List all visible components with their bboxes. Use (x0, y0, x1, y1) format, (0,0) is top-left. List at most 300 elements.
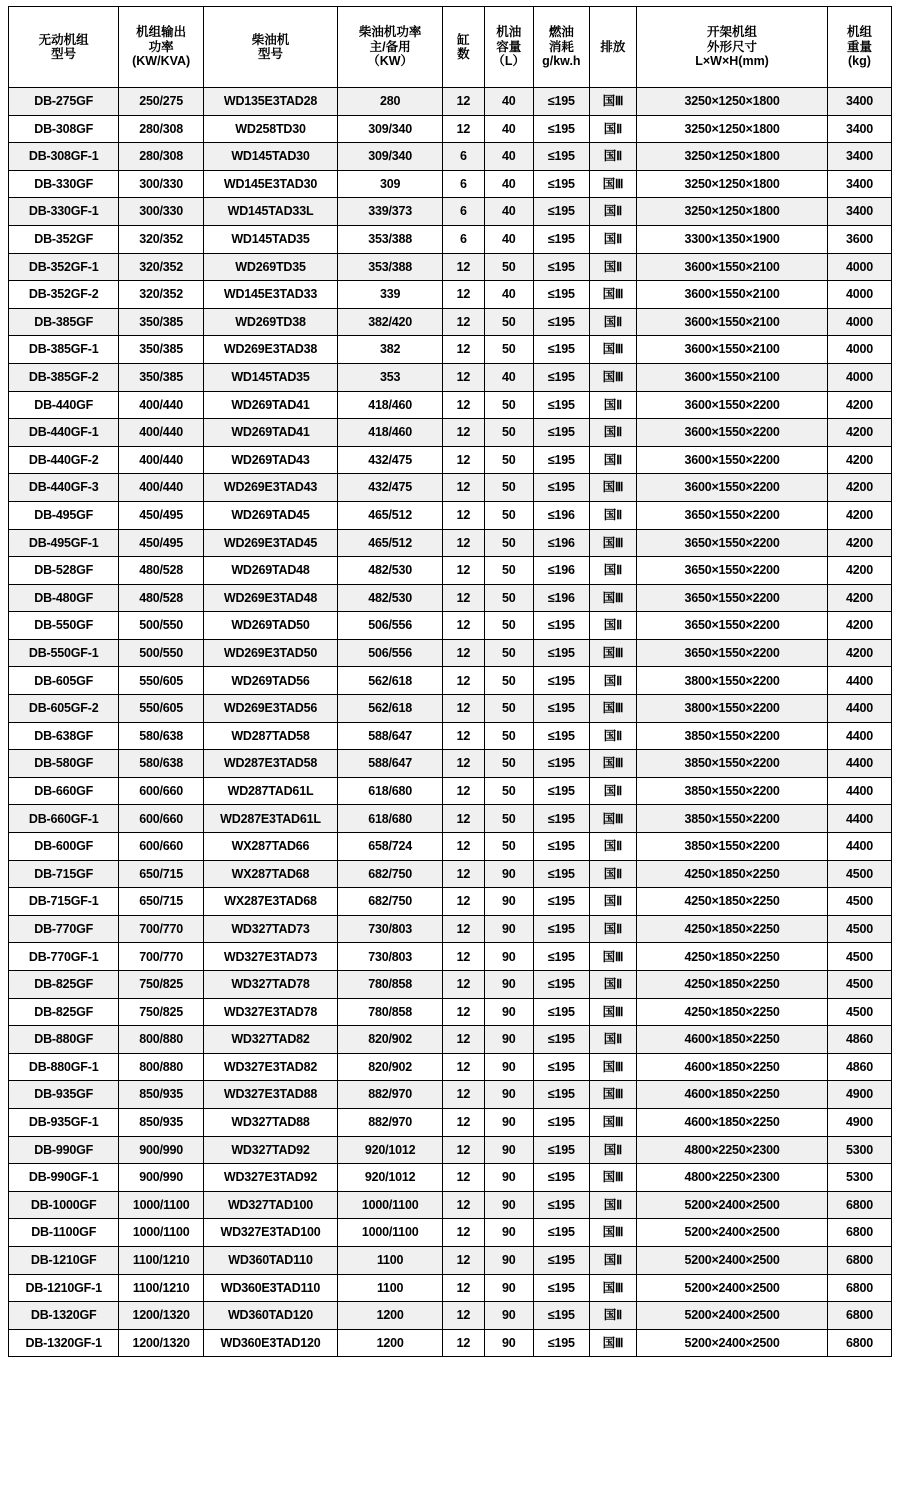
cell-r44-c6: ≤195 (534, 1302, 590, 1330)
cell-r2-c1: 280/308 (119, 143, 204, 171)
table-header (9, 7, 892, 88)
cell-r42-c0: DB-1210GF (9, 1246, 119, 1274)
cell-r41-c6: ≤195 (534, 1219, 590, 1247)
table-row (9, 308, 892, 336)
column-header-line: 功率 (148, 39, 174, 54)
cell-r11-c5: 50 (484, 391, 534, 419)
cell-r19-c4: 12 (443, 612, 484, 640)
cell-r41-c9: 6800 (827, 1219, 891, 1247)
cell-r22-c5: 50 (484, 695, 534, 723)
column-header-line: 无动机组 (38, 32, 89, 47)
table-row (9, 943, 892, 971)
cell-r28-c7: 国Ⅱ (589, 860, 636, 888)
cell-r23-c6: ≤195 (534, 722, 590, 750)
cell-r39-c4: 12 (443, 1164, 484, 1192)
table-row (9, 1164, 892, 1192)
cell-r33-c5: 90 (484, 998, 534, 1026)
cell-r32-c4: 12 (443, 971, 484, 999)
cell-r42-c2: WD360TAD110 (203, 1246, 337, 1274)
cell-r40-c3: 1000/1100 (338, 1191, 443, 1219)
cell-r33-c6: ≤195 (534, 998, 590, 1026)
table-row (9, 225, 892, 253)
cell-r14-c8: 3600×1550×2200 (637, 474, 828, 502)
cell-r34-c0: DB-880GF (9, 1026, 119, 1054)
cell-r19-c9: 4200 (827, 612, 891, 640)
cell-r44-c5: 90 (484, 1302, 534, 1330)
cell-r16-c5: 50 (484, 529, 534, 557)
cell-r4-c9: 3400 (827, 198, 891, 226)
cell-r44-c0: DB-1320GF (9, 1302, 119, 1330)
cell-r43-c0: DB-1210GF-1 (9, 1274, 119, 1302)
cell-r33-c9: 4500 (827, 998, 891, 1026)
cell-r37-c7: 国Ⅲ (589, 1108, 636, 1136)
cell-r40-c7: 国Ⅱ (589, 1191, 636, 1219)
cell-r18-c0: DB-480GF (9, 584, 119, 612)
cell-r5-c0: DB-352GF (9, 225, 119, 253)
cell-r32-c2: WD327TAD78 (203, 971, 337, 999)
cell-r8-c6: ≤195 (534, 308, 590, 336)
cell-r22-c7: 国Ⅲ (589, 695, 636, 723)
header-row (9, 7, 892, 88)
cell-r45-c2: WD360E3TAD120 (203, 1329, 337, 1357)
table-row (9, 88, 892, 116)
cell-r32-c0: DB-825GF (9, 971, 119, 999)
cell-r10-c4: 12 (443, 363, 484, 391)
cell-r6-c6: ≤195 (534, 253, 590, 281)
cell-r2-c9: 3400 (827, 143, 891, 171)
cell-r24-c4: 12 (443, 750, 484, 778)
cell-r38-c7: 国Ⅱ (589, 1136, 636, 1164)
cell-r37-c2: WD327TAD88 (203, 1108, 337, 1136)
cell-r38-c5: 90 (484, 1136, 534, 1164)
cell-r8-c3: 382/420 (338, 308, 443, 336)
cell-r28-c3: 682/750 (338, 860, 443, 888)
table-row (9, 584, 892, 612)
cell-r35-c4: 12 (443, 1053, 484, 1081)
table-row (9, 253, 892, 281)
cell-r35-c2: WD327E3TAD82 (203, 1053, 337, 1081)
cell-r1-c4: 12 (443, 115, 484, 143)
cell-r6-c1: 320/352 (119, 253, 204, 281)
cell-r41-c0: DB-1100GF (9, 1219, 119, 1247)
cell-r6-c8: 3600×1550×2100 (637, 253, 828, 281)
cell-r1-c3: 309/340 (338, 115, 443, 143)
cell-r11-c4: 12 (443, 391, 484, 419)
cell-r22-c3: 562/618 (338, 695, 443, 723)
cell-r36-c8: 4600×1850×2250 (637, 1081, 828, 1109)
cell-r0-c5: 40 (484, 88, 534, 116)
cell-r33-c3: 780/858 (338, 998, 443, 1026)
cell-r44-c1: 1200/1320 (119, 1302, 204, 1330)
cell-r35-c1: 800/880 (119, 1053, 204, 1081)
cell-r42-c7: 国Ⅱ (589, 1246, 636, 1274)
cell-r9-c2: WD269E3TAD38 (203, 336, 337, 364)
cell-r1-c6: ≤195 (534, 115, 590, 143)
column-header-4 (443, 7, 484, 88)
cell-r40-c2: WD327TAD100 (203, 1191, 337, 1219)
cell-r40-c9: 6800 (827, 1191, 891, 1219)
column-header-line: 缸 (457, 32, 470, 47)
cell-r30-c4: 12 (443, 915, 484, 943)
cell-r9-c9: 4000 (827, 336, 891, 364)
cell-r22-c8: 3800×1550×2200 (637, 695, 828, 723)
cell-r7-c4: 12 (443, 281, 484, 309)
cell-r26-c8: 3850×1550×2200 (637, 805, 828, 833)
cell-r15-c5: 50 (484, 501, 534, 529)
cell-r10-c1: 350/385 (119, 363, 204, 391)
cell-r1-c8: 3250×1250×1800 (637, 115, 828, 143)
column-header-line: 消耗 (548, 39, 574, 54)
cell-r1-c7: 国Ⅱ (589, 115, 636, 143)
cell-r11-c6: ≤195 (534, 391, 590, 419)
cell-r43-c5: 90 (484, 1274, 534, 1302)
cell-r31-c8: 4250×1850×2250 (637, 943, 828, 971)
cell-r31-c3: 730/803 (338, 943, 443, 971)
column-header-line: 柴油机 (251, 32, 290, 47)
cell-r7-c5: 40 (484, 281, 534, 309)
cell-r35-c7: 国Ⅲ (589, 1053, 636, 1081)
cell-r45-c4: 12 (443, 1329, 484, 1357)
cell-r10-c0: DB-385GF-2 (9, 363, 119, 391)
cell-r4-c6: ≤195 (534, 198, 590, 226)
column-header-7 (589, 7, 636, 88)
cell-r34-c4: 12 (443, 1026, 484, 1054)
cell-r30-c2: WD327TAD73 (203, 915, 337, 943)
cell-r5-c3: 353/388 (338, 225, 443, 253)
cell-r22-c1: 550/605 (119, 695, 204, 723)
cell-r42-c3: 1100 (338, 1246, 443, 1274)
cell-r3-c2: WD145E3TAD30 (203, 170, 337, 198)
column-header-0 (9, 7, 119, 88)
cell-r33-c4: 12 (443, 998, 484, 1026)
cell-r17-c5: 50 (484, 557, 534, 585)
cell-r3-c7: 国Ⅲ (589, 170, 636, 198)
column-header-2 (203, 7, 337, 88)
cell-r18-c6: ≤196 (534, 584, 590, 612)
cell-r27-c7: 国Ⅱ (589, 833, 636, 861)
cell-r7-c7: 国Ⅲ (589, 281, 636, 309)
cell-r15-c8: 3650×1550×2200 (637, 501, 828, 529)
cell-r24-c6: ≤195 (534, 750, 590, 778)
table-row (9, 805, 892, 833)
cell-r4-c2: WD145TAD33L (203, 198, 337, 226)
table-row (9, 336, 892, 364)
table-row (9, 281, 892, 309)
cell-r19-c7: 国Ⅱ (589, 612, 636, 640)
cell-r17-c1: 480/528 (119, 557, 204, 585)
cell-r38-c3: 920/1012 (338, 1136, 443, 1164)
cell-r22-c9: 4400 (827, 695, 891, 723)
cell-r21-c9: 4400 (827, 667, 891, 695)
cell-r38-c9: 5300 (827, 1136, 891, 1164)
cell-r12-c0: DB-440GF-1 (9, 419, 119, 447)
cell-r0-c0: DB-275GF (9, 88, 119, 116)
cell-r39-c0: DB-990GF-1 (9, 1164, 119, 1192)
cell-r12-c6: ≤195 (534, 419, 590, 447)
cell-r44-c7: 国Ⅱ (589, 1302, 636, 1330)
cell-r42-c6: ≤195 (534, 1246, 590, 1274)
cell-r5-c6: ≤195 (534, 225, 590, 253)
cell-r37-c1: 850/935 (119, 1108, 204, 1136)
cell-r18-c2: WD269E3TAD48 (203, 584, 337, 612)
cell-r25-c3: 618/680 (338, 777, 443, 805)
cell-r16-c8: 3650×1550×2200 (637, 529, 828, 557)
cell-r23-c1: 580/638 (119, 722, 204, 750)
cell-r36-c6: ≤195 (534, 1081, 590, 1109)
column-header-line: 型号 (257, 47, 283, 61)
cell-r12-c8: 3600×1550×2200 (637, 419, 828, 447)
cell-r31-c2: WD327E3TAD73 (203, 943, 337, 971)
table-row (9, 143, 892, 171)
cell-r15-c4: 12 (443, 501, 484, 529)
cell-r5-c2: WD145TAD35 (203, 225, 337, 253)
column-header-line: 机组输出 (136, 25, 187, 40)
cell-r28-c9: 4500 (827, 860, 891, 888)
cell-r6-c2: WD269TD35 (203, 253, 337, 281)
cell-r8-c9: 4000 (827, 308, 891, 336)
cell-r45-c0: DB-1320GF-1 (9, 1329, 119, 1357)
cell-r26-c9: 4400 (827, 805, 891, 833)
cell-r12-c7: 国Ⅱ (589, 419, 636, 447)
cell-r37-c9: 4900 (827, 1108, 891, 1136)
cell-r27-c4: 12 (443, 833, 484, 861)
cell-r34-c2: WD327TAD82 (203, 1026, 337, 1054)
cell-r14-c9: 4200 (827, 474, 891, 502)
cell-r40-c6: ≤195 (534, 1191, 590, 1219)
column-header-line: (KW/KVA) (132, 54, 191, 69)
cell-r0-c2: WD135E3TAD28 (203, 88, 337, 116)
cell-r34-c9: 4860 (827, 1026, 891, 1054)
column-header-5 (484, 7, 534, 88)
cell-r12-c3: 418/460 (338, 419, 443, 447)
cell-r8-c1: 350/385 (119, 308, 204, 336)
cell-r17-c2: WD269TAD48 (203, 557, 337, 585)
cell-r25-c4: 12 (443, 777, 484, 805)
cell-r25-c7: 国Ⅱ (589, 777, 636, 805)
cell-r3-c8: 3250×1250×1800 (637, 170, 828, 198)
cell-r14-c3: 432/475 (338, 474, 443, 502)
cell-r6-c7: 国Ⅱ (589, 253, 636, 281)
cell-r33-c8: 4250×1850×2250 (637, 998, 828, 1026)
cell-r43-c3: 1100 (338, 1274, 443, 1302)
cell-r28-c2: WX287TAD68 (203, 860, 337, 888)
cell-r36-c2: WD327E3TAD88 (203, 1081, 337, 1109)
cell-r14-c1: 400/440 (119, 474, 204, 502)
table-body (9, 88, 892, 1357)
cell-r21-c1: 550/605 (119, 667, 204, 695)
cell-r41-c5: 90 (484, 1219, 534, 1247)
cell-r21-c2: WD269TAD56 (203, 667, 337, 695)
cell-r21-c6: ≤195 (534, 667, 590, 695)
cell-r44-c3: 1200 (338, 1302, 443, 1330)
cell-r5-c8: 3300×1350×1900 (637, 225, 828, 253)
cell-r24-c1: 580/638 (119, 750, 204, 778)
cell-r4-c4: 6 (443, 198, 484, 226)
cell-r31-c1: 700/770 (119, 943, 204, 971)
column-header-line: （L） (492, 54, 526, 69)
cell-r42-c8: 5200×2400×2500 (637, 1246, 828, 1274)
cell-r45-c7: 国Ⅲ (589, 1329, 636, 1357)
cell-r31-c7: 国Ⅲ (589, 943, 636, 971)
cell-r8-c0: DB-385GF (9, 308, 119, 336)
cell-r11-c1: 400/440 (119, 391, 204, 419)
cell-r13-c5: 50 (484, 446, 534, 474)
cell-r15-c6: ≤196 (534, 501, 590, 529)
cell-r25-c9: 4400 (827, 777, 891, 805)
cell-r26-c1: 600/660 (119, 805, 204, 833)
cell-r45-c3: 1200 (338, 1329, 443, 1357)
cell-r44-c2: WD360TAD120 (203, 1302, 337, 1330)
cell-r15-c3: 465/512 (338, 501, 443, 529)
cell-r44-c4: 12 (443, 1302, 484, 1330)
cell-r12-c1: 400/440 (119, 419, 204, 447)
cell-r11-c7: 国Ⅱ (589, 391, 636, 419)
table-row (9, 363, 892, 391)
cell-r17-c9: 4200 (827, 557, 891, 585)
cell-r7-c3: 339 (338, 281, 443, 309)
cell-r0-c9: 3400 (827, 88, 891, 116)
cell-r32-c1: 750/825 (119, 971, 204, 999)
cell-r20-c4: 12 (443, 639, 484, 667)
cell-r2-c8: 3250×1250×1800 (637, 143, 828, 171)
cell-r9-c1: 350/385 (119, 336, 204, 364)
cell-r7-c6: ≤195 (534, 281, 590, 309)
cell-r16-c6: ≤196 (534, 529, 590, 557)
cell-r3-c9: 3400 (827, 170, 891, 198)
cell-r18-c3: 482/530 (338, 584, 443, 612)
cell-r7-c0: DB-352GF-2 (9, 281, 119, 309)
cell-r40-c5: 90 (484, 1191, 534, 1219)
cell-r24-c5: 50 (484, 750, 534, 778)
cell-r26-c6: ≤195 (534, 805, 590, 833)
column-header-line: (kg) (848, 54, 871, 69)
cell-r36-c7: 国Ⅲ (589, 1081, 636, 1109)
cell-r24-c9: 4400 (827, 750, 891, 778)
column-header-line: 容量 (496, 39, 522, 54)
cell-r18-c7: 国Ⅲ (589, 584, 636, 612)
cell-r41-c7: 国Ⅲ (589, 1219, 636, 1247)
cell-r19-c6: ≤195 (534, 612, 590, 640)
column-header-line: g/kw.h (542, 54, 581, 69)
cell-r39-c7: 国Ⅲ (589, 1164, 636, 1192)
cell-r16-c4: 12 (443, 529, 484, 557)
cell-r10-c9: 4000 (827, 363, 891, 391)
table-row (9, 1081, 892, 1109)
table-row (9, 557, 892, 585)
cell-r24-c2: WD287E3TAD58 (203, 750, 337, 778)
cell-r39-c9: 5300 (827, 1164, 891, 1192)
table-row (9, 501, 892, 529)
cell-r38-c1: 900/990 (119, 1136, 204, 1164)
cell-r11-c3: 418/460 (338, 391, 443, 419)
cell-r9-c3: 382 (338, 336, 443, 364)
cell-r4-c8: 3250×1250×1800 (637, 198, 828, 226)
cell-r45-c1: 1200/1320 (119, 1329, 204, 1357)
cell-r29-c5: 90 (484, 888, 534, 916)
cell-r3-c3: 309 (338, 170, 443, 198)
cell-r13-c2: WD269TAD43 (203, 446, 337, 474)
table-row (9, 750, 892, 778)
cell-r21-c4: 12 (443, 667, 484, 695)
cell-r18-c1: 480/528 (119, 584, 204, 612)
cell-r40-c1: 1000/1100 (119, 1191, 204, 1219)
column-header-line: 机组 (846, 25, 872, 40)
cell-r5-c9: 3600 (827, 225, 891, 253)
cell-r42-c1: 1100/1210 (119, 1246, 204, 1274)
cell-r1-c5: 40 (484, 115, 534, 143)
cell-r24-c0: DB-580GF (9, 750, 119, 778)
cell-r19-c0: DB-550GF (9, 612, 119, 640)
cell-r27-c2: WX287TAD66 (203, 833, 337, 861)
cell-r8-c2: WD269TD38 (203, 308, 337, 336)
cell-r0-c1: 250/275 (119, 88, 204, 116)
cell-r38-c4: 12 (443, 1136, 484, 1164)
cell-r37-c3: 882/970 (338, 1108, 443, 1136)
table-row (9, 419, 892, 447)
cell-r9-c6: ≤195 (534, 336, 590, 364)
cell-r13-c6: ≤195 (534, 446, 590, 474)
cell-r28-c0: DB-715GF (9, 860, 119, 888)
cell-r27-c5: 50 (484, 833, 534, 861)
column-header-line: 主/备用 (369, 39, 411, 54)
cell-r10-c2: WD145TAD35 (203, 363, 337, 391)
cell-r35-c8: 4600×1850×2250 (637, 1053, 828, 1081)
cell-r24-c8: 3850×1550×2200 (637, 750, 828, 778)
cell-r31-c0: DB-770GF-1 (9, 943, 119, 971)
cell-r9-c8: 3600×1550×2100 (637, 336, 828, 364)
cell-r2-c3: 309/340 (338, 143, 443, 171)
cell-r4-c0: DB-330GF-1 (9, 198, 119, 226)
cell-r36-c9: 4900 (827, 1081, 891, 1109)
cell-r8-c7: 国Ⅱ (589, 308, 636, 336)
cell-r44-c9: 6800 (827, 1302, 891, 1330)
cell-r11-c2: WD269TAD41 (203, 391, 337, 419)
cell-r12-c2: WD269TAD41 (203, 419, 337, 447)
cell-r14-c7: 国Ⅲ (589, 474, 636, 502)
cell-r15-c2: WD269TAD45 (203, 501, 337, 529)
cell-r5-c1: 320/352 (119, 225, 204, 253)
cell-r16-c9: 4200 (827, 529, 891, 557)
cell-r41-c3: 1000/1100 (338, 1219, 443, 1247)
column-header-line: 燃油 (548, 25, 574, 40)
cell-r20-c9: 4200 (827, 639, 891, 667)
cell-r39-c8: 4800×2250×2300 (637, 1164, 828, 1192)
cell-r29-c9: 4500 (827, 888, 891, 916)
cell-r4-c3: 339/373 (338, 198, 443, 226)
cell-r15-c1: 450/495 (119, 501, 204, 529)
table-row (9, 1274, 892, 1302)
cell-r20-c8: 3650×1550×2200 (637, 639, 828, 667)
cell-r37-c6: ≤195 (534, 1108, 590, 1136)
cell-r27-c1: 600/660 (119, 833, 204, 861)
cell-r26-c0: DB-660GF-1 (9, 805, 119, 833)
column-header-line: 柴油机功率 (358, 25, 422, 40)
cell-r0-c8: 3250×1250×1800 (637, 88, 828, 116)
cell-r33-c7: 国Ⅲ (589, 998, 636, 1026)
cell-r28-c5: 90 (484, 860, 534, 888)
cell-r13-c9: 4200 (827, 446, 891, 474)
cell-r11-c8: 3600×1550×2200 (637, 391, 828, 419)
cell-r28-c8: 4250×1850×2250 (637, 860, 828, 888)
cell-r43-c9: 6800 (827, 1274, 891, 1302)
cell-r14-c4: 12 (443, 474, 484, 502)
cell-r6-c0: DB-352GF-1 (9, 253, 119, 281)
cell-r0-c3: 280 (338, 88, 443, 116)
cell-r36-c3: 882/970 (338, 1081, 443, 1109)
cell-r14-c6: ≤195 (534, 474, 590, 502)
cell-r1-c9: 3400 (827, 115, 891, 143)
cell-r15-c9: 4200 (827, 501, 891, 529)
